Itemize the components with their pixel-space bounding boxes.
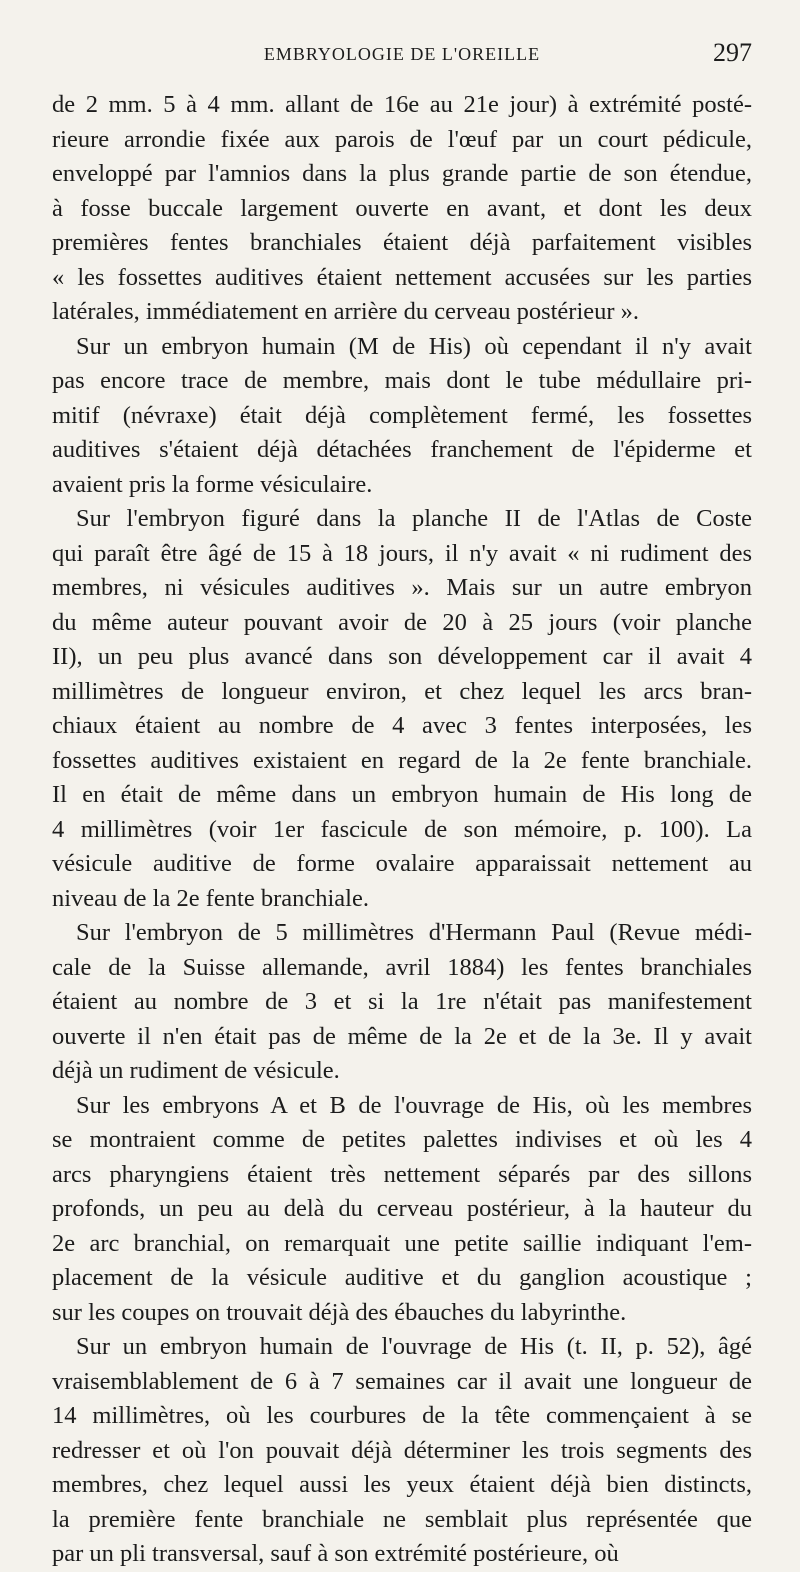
text-line: Sur l'embryon figuré dans la planche II de l'Atlas de Coste (76, 505, 752, 532)
text-line: latérales, immédiatement en arrière du cerveau postérieur ». (52, 298, 640, 325)
text-line: à fosse buccale largement ouverte en avant, et dont les deux (52, 194, 752, 222)
text-line: « les fossettes auditives étaient nettement accusées sur les parties (52, 263, 752, 291)
text-line: membres, chez lequel aussi les yeux étaient déjà bien distincts, (52, 1471, 752, 1498)
text-line: fossettes auditives existaient en regard de la 2e fente branchiale. (52, 746, 752, 774)
text-line: auditives s'étaient déjà détachées franchement de l'épiderme et (52, 436, 752, 463)
text-line: ouverte il n'en était pas de même de la 2e et de la 3e. Il y avait (52, 1022, 752, 1050)
text-line: vraisemblablement de 6 à 7 semaines car il avait une longueur de (52, 1367, 752, 1395)
page-number: 297 (713, 38, 752, 67)
text-line: du même auteur pouvant avoir de 20 à 25 jours (voir planche (52, 608, 752, 636)
text-line: millimètres de longueur environ, et chez lequel les arcs bran- (52, 677, 752, 705)
text-line: pas encore trace de membre, mais dont le tube médullaire pri- (52, 367, 752, 394)
text-line: placement de la vésicule auditive et du ganglion acoustique ; (52, 1264, 752, 1291)
text-line: mitif (névraxe) était déjà complètement fermé, les fossettes (52, 401, 752, 429)
text-line: premières fentes branchiales étaient déjà parfaitement visibles (52, 229, 752, 256)
text-line: profonds, un peu au delà du cerveau postérieur, à la hauteur du (52, 1195, 752, 1222)
text-line: avaient pris la forme vésiculaire. (52, 470, 373, 498)
text-line: étaient au nombre de 3 et si la 1re n'était pas manifestement (52, 988, 752, 1015)
paragraph (52, 502, 752, 916)
text-line: enveloppé par l'amnios dans la plus grande partie de son étendue, (52, 160, 752, 187)
text-line: se montraient comme de petites palettes indivises et où les 4 (52, 1126, 752, 1153)
text-line: la première fente branchiale ne semblait plus représentée que (52, 1505, 752, 1533)
text-line: Sur un embryon humain (M de His) où cependant il n'y avait (76, 332, 752, 360)
text-line: de 2 mm. 5 à 4 mm. allant de 16e au 21e jour) à extrémité posté- (52, 91, 752, 118)
text-line: Sur l'embryon de 5 millimètres d'Hermann Paul (Revue médi- (76, 919, 752, 946)
text-line: arcs pharyngiens étaient très nettement séparés par des sillons (52, 1160, 752, 1188)
text-line: chiaux étaient au nombre de 4 avec 3 fentes interposées, les (52, 712, 752, 739)
paragraph (52, 330, 752, 503)
text-line: niveau de la 2e fente branchiale. (52, 884, 369, 912)
text-line: déjà un rudiment de vésicule. (52, 1057, 340, 1084)
text-line: rieure arrondie fixée aux parois de l'œuf par un court pédicule, (52, 125, 752, 153)
running-title: EMBRYOLOGIE DE L'OREILLE (263, 44, 541, 64)
text-line: cale de la Suisse allemande, avril 1884) les fentes branchiales (52, 953, 752, 981)
page-header (52, 36, 752, 76)
paragraph (52, 1089, 752, 1331)
text-line: Sur un embryon humain de l'ouvrage de His (t. II, p. 52), âgé (76, 1333, 752, 1360)
text-line: par un pli transversal, sauf à son extrémité postérieure, où (52, 1540, 619, 1567)
text-line: 2e arc branchial, on remarquait une petite saillie indiquant l'em- (52, 1229, 752, 1257)
text-line: redresser et où l'on pouvait déjà déterminer les trois segments des (52, 1436, 752, 1464)
text-line: membres, ni vésicules auditives ». Mais sur un autre embryon (52, 574, 752, 601)
text-line: II), un peu plus avancé dans son développement car il avait 4 (52, 643, 752, 670)
paragraph (52, 916, 752, 1089)
text-line: sur les coupes on trouvait déjà des ébauches du labyrinthe. (52, 1298, 627, 1326)
paragraph (52, 1330, 752, 1572)
text-line: 14 millimètres, où les courbures de la tête commençaient à se (52, 1402, 752, 1429)
text-line: Sur les embryons A et B de l'ouvrage de His, où les membres (76, 1091, 752, 1119)
text-line: 4 millimètres (voir 1er fascicule de son mémoire, p. 100). La (52, 815, 752, 843)
text-line: vésicule auditive de forme ovalaire apparaissait nettement au (52, 850, 752, 877)
paragraph (52, 88, 752, 330)
body-text (52, 88, 752, 1572)
text-line: Il en était de même dans un embryon humain de His long de (52, 781, 752, 808)
text-line: qui paraît être âgé de 15 à 18 jours, il n'y avait « ni rudiment des (52, 539, 752, 567)
